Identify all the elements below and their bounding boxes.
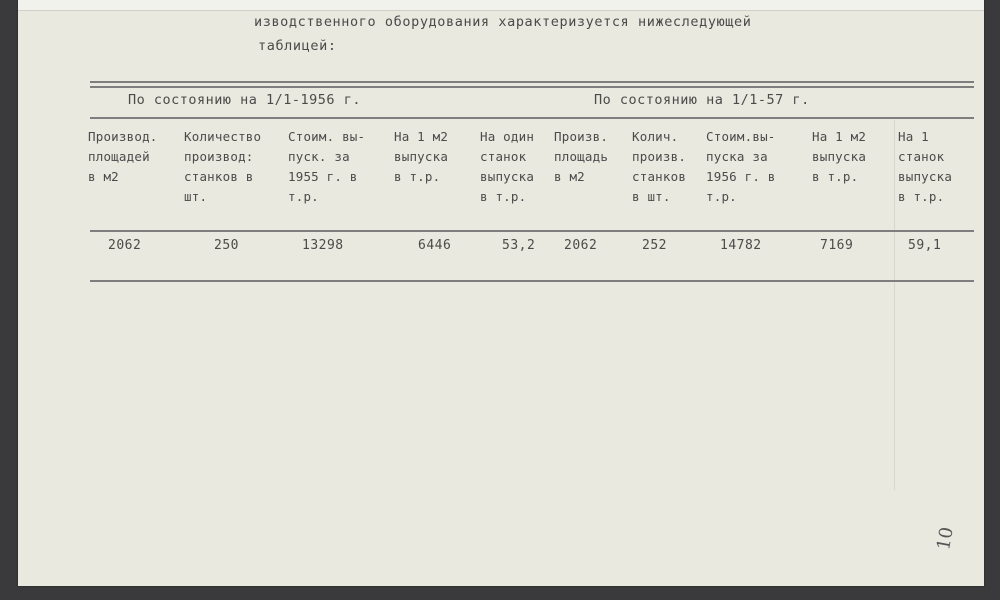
column-header: На 1 м2 выпуска в т.р. — [812, 129, 867, 184]
column-header: Производ. площадей в м2 — [88, 129, 158, 184]
page-number: 10 — [933, 525, 958, 552]
column-header: Стоим. вы- пуск. за 1955 г. в т.р. — [288, 129, 366, 204]
table-cell: 2062 — [108, 238, 142, 253]
header-bottom-rule — [90, 230, 974, 232]
table-top-rule — [90, 81, 974, 83]
table-cell: 7169 — [820, 238, 854, 253]
column-header: На 1 м2 выпуска в т.р. — [394, 129, 449, 184]
document-page — [18, 0, 984, 586]
intro-text — [254, 10, 854, 58]
table-cell: 252 — [642, 238, 667, 253]
column-header: Количество производ: станков в шт. — [184, 129, 262, 204]
table-cell: 250 — [214, 238, 239, 253]
table-bottom-rule — [90, 280, 974, 282]
period-header-1956: По состоянию на 1/1-1956 г. — [128, 92, 361, 108]
table-cell: 14782 — [720, 238, 762, 253]
table-cell: 13298 — [302, 238, 344, 253]
intro-line-1: изводственного оборудования характеризуется нижеследующей — [254, 14, 752, 30]
column-header: На один станок выпуска в т.р. — [480, 129, 535, 204]
column-header: Колич. произв. станков в шт. — [632, 129, 687, 204]
paper-fold-line — [894, 120, 895, 490]
table-cell: 59,1 — [908, 238, 942, 253]
column-header: Произв. площадь в м2 — [554, 129, 609, 184]
table-cell: 6446 — [418, 238, 452, 253]
column-header: На 1 станок выпуска в т.р. — [898, 129, 953, 204]
period-header-1957: По состоянию на 1/1-57 г. — [594, 92, 810, 108]
period-separator-rule — [90, 117, 974, 119]
column-header: Стоим.вы- пуска за 1956 г. в т.р. — [706, 129, 776, 204]
table-top-rule-2 — [90, 86, 974, 88]
table-cell: 2062 — [564, 238, 598, 253]
intro-line-2: таблицей: — [258, 38, 337, 54]
table-cell: 53,2 — [502, 238, 536, 253]
